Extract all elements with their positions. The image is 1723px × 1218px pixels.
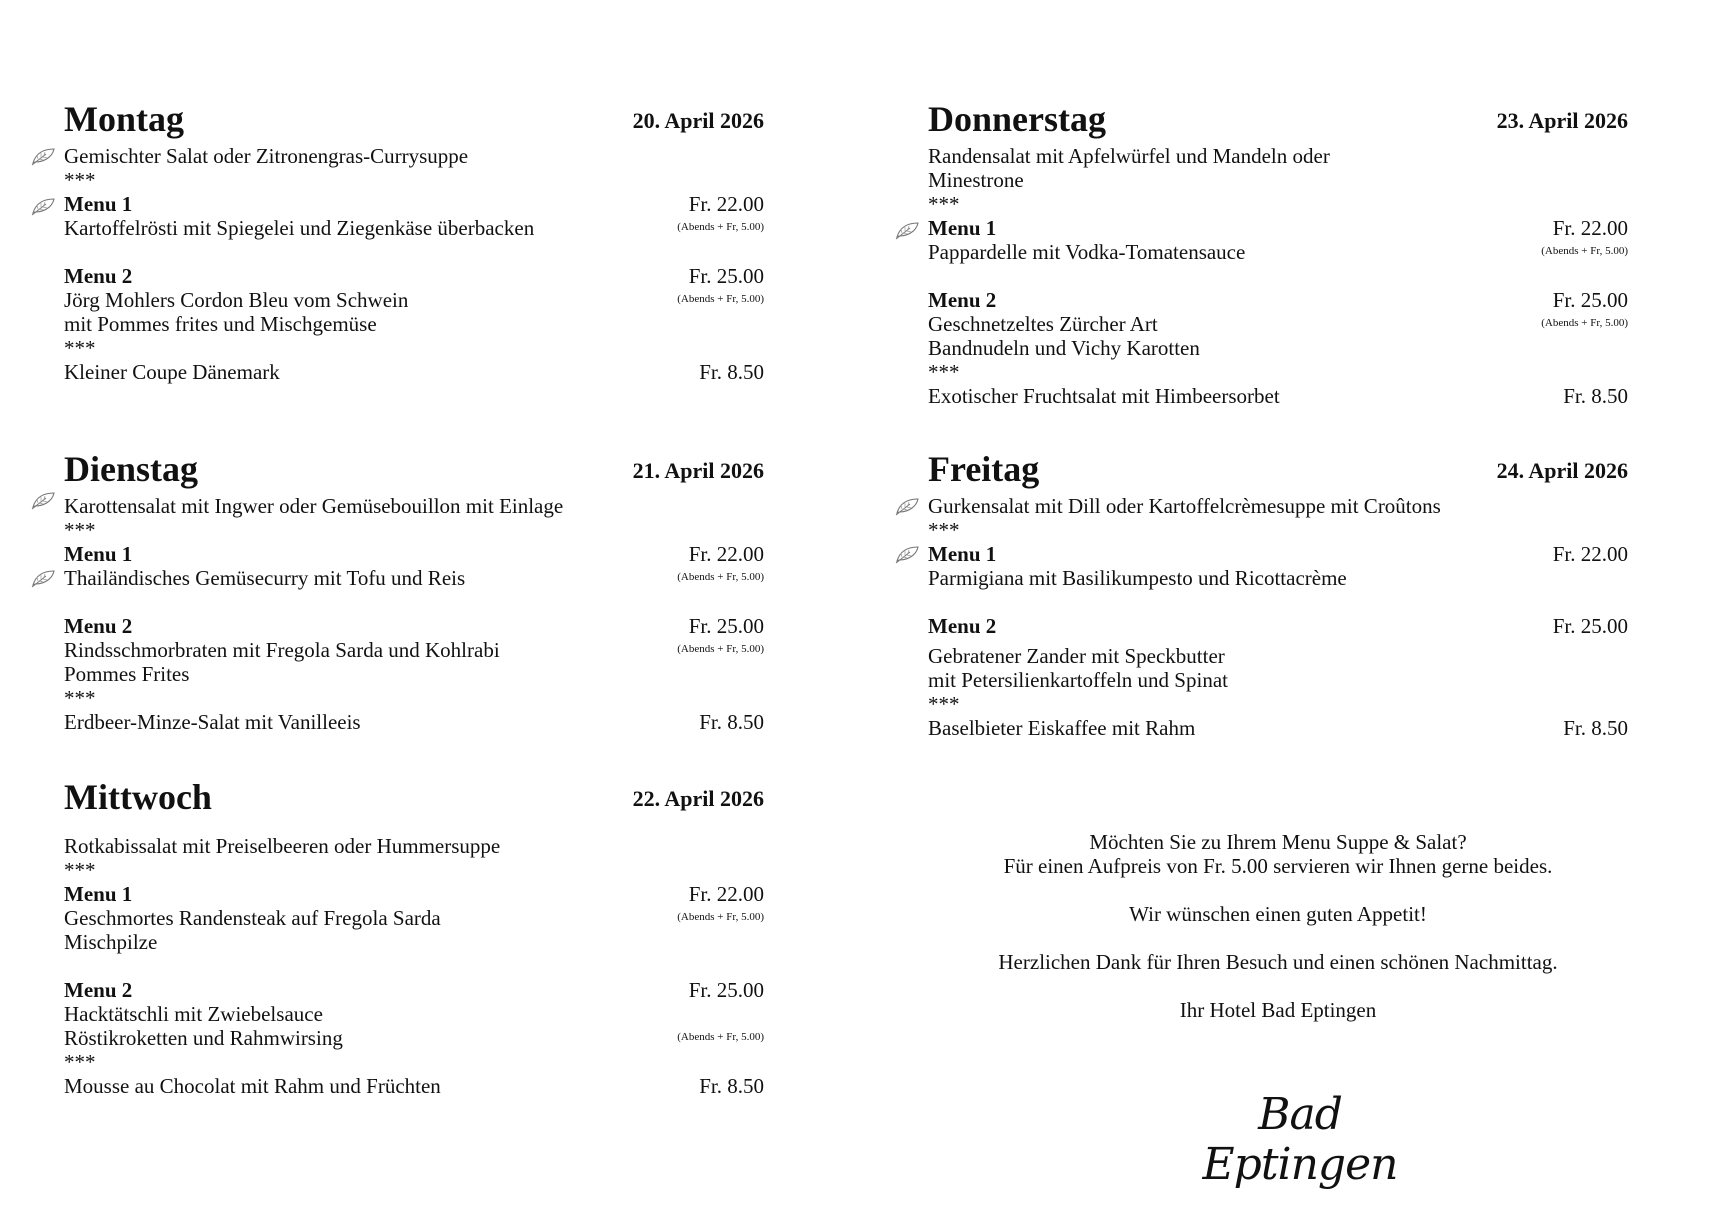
menu1-header bbox=[64, 192, 764, 216]
dessert-name: Exotischer Fruchtsalat mit Himbeersorbet bbox=[928, 384, 1280, 408]
separator: *** bbox=[928, 518, 960, 542]
menu2-label: Menu 2 bbox=[928, 614, 997, 638]
day-title: Montag bbox=[64, 99, 184, 139]
menu2-dish-text: Röstikroketten und Rahmwirsing bbox=[64, 1026, 343, 1050]
closing-line: Ihr Hotel Bad Eptingen bbox=[1179, 998, 1377, 1022]
evening-note: (Abends + Fr, 5.00) bbox=[677, 221, 764, 233]
menu1-header bbox=[928, 216, 1628, 240]
day-dienstag bbox=[64, 446, 764, 734]
closing-line: Herzlichen Dank für Ihren Besuch und einen schönen Nachmittag. bbox=[998, 950, 1558, 974]
separator: *** bbox=[64, 518, 96, 542]
separator: *** bbox=[64, 858, 96, 882]
day-title: Mittwoch bbox=[64, 777, 212, 817]
starter-line-2: Minestrone bbox=[928, 168, 1024, 192]
menu2-price: Fr. 25.00 bbox=[1552, 614, 1628, 638]
menu2-dish-2: Bandnudeln und Vichy Karotten bbox=[928, 336, 1200, 360]
starter-text: Karottensalat mit Ingwer oder Gemüsebouillon mit Einlage bbox=[64, 494, 564, 518]
menu2-price: Fr. 25.00 bbox=[1552, 288, 1628, 312]
menu1-price: Fr. 22.00 bbox=[688, 192, 764, 216]
menu1-dish-text: Geschmortes Randensteak auf Fregola Sarda bbox=[64, 906, 441, 930]
day-date: 22. April 2026 bbox=[632, 786, 764, 811]
signature-logo: Bad Eptingen bbox=[1202, 1089, 1398, 1190]
leaf-icon bbox=[30, 490, 56, 510]
dessert-price: Fr. 8.50 bbox=[699, 710, 764, 734]
separator: *** bbox=[928, 692, 960, 716]
menu1-header bbox=[64, 882, 764, 906]
menu2-label: Menu 2 bbox=[64, 614, 133, 638]
menu1-label: Menu 1 bbox=[64, 882, 133, 906]
evening-note: (Abends + Fr, 5.00) bbox=[677, 1031, 764, 1043]
menu1-price: Fr. 22.00 bbox=[688, 882, 764, 906]
day-title: Dienstag bbox=[64, 449, 198, 489]
menu1-dish-text: Kartoffelrösti mit Spiegelei und Ziegenkäse überbacken bbox=[64, 216, 535, 240]
menu1-price: Fr. 22.00 bbox=[1552, 542, 1628, 566]
menu2-dish bbox=[928, 312, 1628, 336]
menu1-label: Menu 1 bbox=[928, 542, 997, 566]
menu1-label: Menu 1 bbox=[64, 192, 133, 216]
menu2-dish-text: Geschnetzeltes Zürcher Art bbox=[928, 312, 1158, 336]
closing-note bbox=[928, 830, 1628, 1022]
starter-line bbox=[64, 144, 764, 168]
menu2-dish-2: mit Petersilienkartoffeln und Spinat bbox=[928, 668, 1228, 692]
leaf-icon bbox=[30, 568, 56, 588]
menu2-dish: Hacktätschli mit Zwiebelsauce bbox=[64, 1002, 323, 1026]
menu1-label: Menu 1 bbox=[64, 542, 133, 566]
menu1-label: Menu 1 bbox=[928, 216, 997, 240]
menu2-price: Fr. 25.00 bbox=[688, 614, 764, 638]
leaf-icon bbox=[30, 196, 56, 216]
starter-text: Rotkabissalat mit Preiselbeeren oder Hummersuppe bbox=[64, 834, 501, 858]
dessert-line bbox=[64, 1074, 764, 1098]
separator: *** bbox=[64, 1050, 96, 1074]
starter-text: Gemischter Salat oder Zitronengras-Currysuppe bbox=[64, 144, 469, 168]
evening-note: (Abends + Fr, 5.00) bbox=[677, 293, 764, 305]
menu2-dish: Gebratener Zander mit Speckbutter bbox=[928, 644, 1225, 668]
day-date: 20. April 2026 bbox=[632, 108, 764, 133]
dessert-line bbox=[64, 710, 764, 734]
day-donnerstag bbox=[928, 96, 1628, 408]
dessert-name: Mousse au Chocolat mit Rahm und Früchten bbox=[64, 1074, 441, 1098]
dessert-price: Fr. 8.50 bbox=[699, 360, 764, 384]
menu2-dish-2 bbox=[64, 1026, 764, 1050]
dessert-price: Fr. 8.50 bbox=[1563, 384, 1628, 408]
menu2-price: Fr. 25.00 bbox=[688, 978, 764, 1002]
menu1-dish bbox=[64, 216, 764, 240]
menu1-dish bbox=[928, 240, 1628, 264]
closing-line: Für einen Aufpreis von Fr. 5.00 servieren wir Ihnen gerne beides. bbox=[1003, 854, 1553, 878]
menu2-dish-2: mit Pommes frites und Mischgemüse bbox=[64, 312, 377, 336]
menu1-price: Fr. 22.00 bbox=[1552, 216, 1628, 240]
menu2-dish bbox=[64, 638, 764, 662]
menu2-header bbox=[64, 978, 764, 1002]
day-title: Freitag bbox=[928, 449, 1040, 489]
dessert-name: Kleiner Coupe Dänemark bbox=[64, 360, 280, 384]
menu1-dish: Parmigiana mit Basilikumpesto und Ricottacrème bbox=[928, 566, 1347, 590]
separator: *** bbox=[64, 168, 96, 192]
starter-line bbox=[928, 494, 1628, 518]
day-freitag bbox=[928, 446, 1628, 740]
leaf-icon bbox=[30, 146, 56, 166]
starter-line bbox=[64, 834, 764, 858]
menu1-dish-text: Thailändisches Gemüsecurry mit Tofu und Reis bbox=[64, 566, 466, 590]
evening-note: (Abends + Fr, 5.00) bbox=[677, 643, 764, 655]
day-montag bbox=[64, 96, 764, 384]
closing-line: Wir wünschen einen guten Appetit! bbox=[1129, 902, 1427, 926]
menu1-price: Fr. 22.00 bbox=[688, 542, 764, 566]
day-mittwoch bbox=[64, 774, 764, 1098]
evening-note: (Abends + Fr, 5.00) bbox=[1541, 245, 1628, 257]
menu1-dish-2: Mischpilze bbox=[64, 930, 158, 954]
dessert-price: Fr. 8.50 bbox=[699, 1074, 764, 1098]
menu1-dish bbox=[64, 566, 764, 590]
closing-line: Möchten Sie zu Ihrem Menu Suppe & Salat? bbox=[1089, 830, 1467, 854]
menu2-header bbox=[928, 614, 1628, 638]
menu2-dish-text: Rindsschmorbraten mit Fregola Sarda und Kohlrabi bbox=[64, 638, 500, 662]
menu1-header bbox=[928, 542, 1628, 566]
evening-note: (Abends + Fr, 5.00) bbox=[677, 571, 764, 583]
menu2-dish-2: Pommes Frites bbox=[64, 662, 190, 686]
evening-note: (Abends + Fr, 5.00) bbox=[677, 911, 764, 923]
menu2-header bbox=[928, 288, 1628, 312]
menu1-header bbox=[64, 542, 764, 566]
dessert-line bbox=[64, 360, 764, 384]
menu1-dish bbox=[64, 906, 764, 930]
leaf-icon bbox=[894, 496, 920, 516]
evening-note: (Abends + Fr, 5.00) bbox=[1541, 317, 1628, 329]
menu2-label: Menu 2 bbox=[64, 978, 133, 1002]
day-date: 21. April 2026 bbox=[632, 458, 764, 483]
dessert-name: Erdbeer-Minze-Salat mit Vanilleeis bbox=[64, 710, 361, 734]
menu2-dish bbox=[64, 288, 764, 312]
day-date: 23. April 2026 bbox=[1496, 108, 1628, 133]
day-title: Donnerstag bbox=[928, 99, 1106, 139]
dessert-line bbox=[928, 384, 1628, 408]
menu2-label: Menu 2 bbox=[64, 264, 133, 288]
day-date: 24. April 2026 bbox=[1496, 458, 1628, 483]
separator: *** bbox=[64, 336, 96, 360]
menu2-header bbox=[64, 614, 764, 638]
dessert-line bbox=[928, 716, 1628, 740]
dessert-price: Fr. 8.50 bbox=[1563, 716, 1628, 740]
menu2-dish-text: Jörg Mohlers Cordon Bleu vom Schwein bbox=[64, 288, 409, 312]
starter-line bbox=[64, 494, 764, 518]
menu2-header bbox=[64, 264, 764, 288]
starter-text: Gurkensalat mit Dill oder Kartoffelcrèmesuppe mit Croûtons bbox=[928, 494, 1441, 518]
leaf-icon bbox=[894, 220, 920, 240]
leaf-icon bbox=[894, 544, 920, 564]
dessert-name: Baselbieter Eiskaffee mit Rahm bbox=[928, 716, 1196, 740]
menu2-price: Fr. 25.00 bbox=[688, 264, 764, 288]
separator: *** bbox=[64, 686, 96, 710]
starter-line: Randensalat mit Apfelwürfel und Mandeln oder bbox=[928, 144, 1330, 168]
separator: *** bbox=[928, 360, 960, 384]
separator: *** bbox=[928, 192, 960, 216]
menu2-label: Menu 2 bbox=[928, 288, 997, 312]
menu1-dish-text: Pappardelle mit Vodka-Tomatensauce bbox=[928, 240, 1246, 264]
